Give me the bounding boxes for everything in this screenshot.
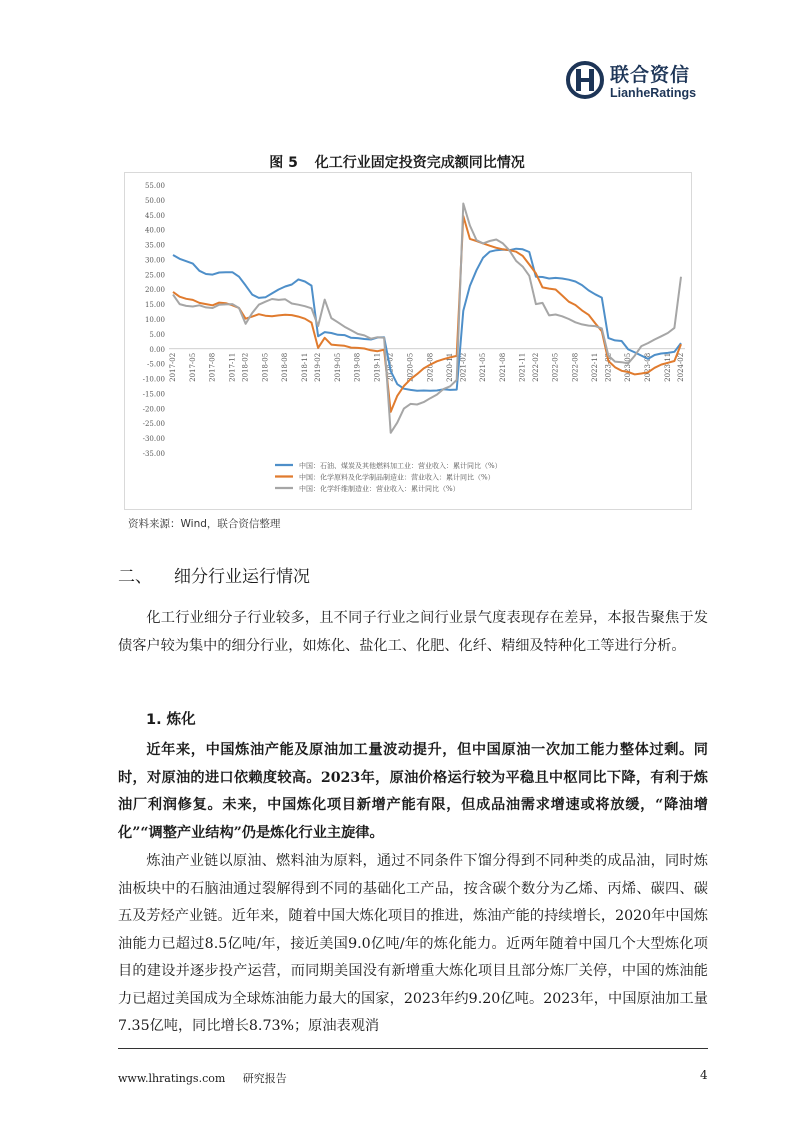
- y-tick-label: -30.00: [142, 435, 165, 444]
- x-tick-label: 2018-11: [300, 352, 309, 382]
- section-number: 二、: [118, 567, 152, 587]
- y-tick-label: 10.00: [144, 316, 165, 324]
- page-number: 4: [700, 1068, 708, 1082]
- company-logo: [566, 58, 716, 108]
- x-tick-label: 2022-08: [571, 352, 580, 382]
- y-tick-label: 50.00: [144, 196, 165, 205]
- y-tick-label: 45.00: [144, 211, 165, 220]
- x-tick-label: 2017-08: [208, 352, 217, 382]
- x-tick-label: 2017-05: [188, 352, 197, 382]
- figure-caption: [0, 152, 794, 172]
- x-tick-label: 2022-02: [531, 352, 540, 382]
- y-tick-label: 40.00: [144, 226, 165, 235]
- y-tick-label: 5.00: [149, 330, 165, 339]
- y-tick-label: -15.00: [142, 390, 165, 399]
- legend-label-2: 中国：化学原料及化学制品制造业：营业收入：累计同比（%）: [299, 473, 495, 482]
- x-tick-label: 2022-05: [551, 352, 560, 382]
- y-tick-label: 55.00: [144, 182, 165, 190]
- x-tick-label: 2019-05: [333, 352, 342, 382]
- figure-title: 化工行业固定投资完成额同比情况: [314, 155, 525, 171]
- logo-english-name: LianheRatings: [610, 86, 697, 100]
- x-tick-label: 2023-02: [604, 352, 613, 382]
- footer-divider: [118, 1048, 708, 1049]
- figure-number: 图 5: [269, 155, 298, 171]
- x-tick-label: 2020-11: [446, 352, 455, 382]
- legend-label-1: 中国：石油、煤炭及其他燃料加工业：营业收入：累计同比（%）: [299, 462, 502, 470]
- footer-website[interactable]: www.lhratings.com: [118, 1072, 226, 1085]
- body-paragraph: 炼油产业链以原油、燃料油为原料，通过不同条件下馏分得到不同种类的成品油，同时炼油板块中的石脑油通过裂解得到不同的基础化工产品，按含碳个数分为乙烯、丙烯、碳四、碳五及芳烃产业链。近年来，随着中国大炼化项目的推进，炼油产能的持续增长，2020年中国炼油能力已超过8.5亿吨/年，接近美国9.0亿吨/年的炼化能力。近两年随着中国几个大型炼化项目的建设并逐步投产运营，而同期美国没有新增重大炼化项目且部分炼厂关停，中国的炼油能力已超过美国成为全球炼油能力最大的国家，2023年约9.20亿吨。2023年，中国原油加工量7.35亿吨，同比增长8.73%；原油表观消: [118, 853, 708, 1034]
- x-tick-label: 2022-11: [591, 352, 600, 382]
- subsection-heading: 1. 炼化: [146, 712, 196, 728]
- x-tick-label: 2018-08: [281, 352, 290, 382]
- y-tick-label: 20.00: [144, 286, 165, 295]
- x-tick-label: 2023-11: [663, 352, 672, 382]
- y-tick-label: 0.00: [149, 345, 165, 354]
- footer-info: [118, 1070, 301, 1086]
- y-tick-label: -25.00: [142, 420, 165, 429]
- x-tick-label: 2018-05: [261, 352, 270, 382]
- y-tick-label: 35.00: [144, 241, 165, 250]
- section-title: 细分行业运行情况: [174, 567, 310, 587]
- x-tick-label: 2020-02: [386, 352, 395, 382]
- y-tick-label: -5.00: [147, 360, 165, 369]
- legend-label-3: 中国：化学纤维制造业：营业收入：累计同比（%）: [299, 485, 460, 493]
- y-tick-label: 30.00: [144, 256, 165, 265]
- y-tick-label: 15.00: [144, 301, 165, 310]
- x-tick-label: 2021-11: [518, 352, 527, 382]
- y-tick-label: -20.00: [142, 405, 165, 414]
- summary-paragraph: 近年来，中国炼油产能及原油加工量波动提升，但中国原油一次加工能力整体过剩。同时，对原油的进口依赖度较高。2023年，原油价格运行较为平稳且中枢同比下降，有利于炼油厂利润修复。未来，中国炼化项目新增产能有限，但成品油需求增速或将放缓，“降油增化”“调整产业结构”仍是炼化行业主旋律。: [118, 742, 708, 841]
- chart-canvas: [125, 173, 691, 509]
- x-tick-label: 2020-08: [426, 352, 435, 382]
- figure-source: 资料来源：Wind，联合资信整理: [128, 518, 281, 530]
- intro-paragraph: 化工行业细分子行业较多，且不同子行业之间行业景气度表现存在差异，本报告聚焦于发债客户较为集中的细分行业，如炼化、盐化工、化肥、化纤、精细及特种化工等进行分析。: [118, 610, 708, 654]
- lianhe-logo-icon: [566, 60, 604, 100]
- y-tick-label: 25.00: [144, 271, 165, 280]
- x-tick-label: 2018-02: [241, 352, 250, 382]
- x-tick-label: 2019-08: [353, 352, 362, 382]
- x-tick-label: 2023-05: [624, 352, 633, 382]
- x-tick-label: 2017-11: [228, 352, 237, 382]
- x-tick-label: 2024-02: [677, 352, 685, 382]
- x-tick-label: 2019-11: [373, 352, 382, 382]
- x-tick-label: 2023-08: [644, 352, 653, 382]
- footer-doc-type: 研究报告: [242, 1072, 287, 1085]
- x-tick-label: 2021-08: [498, 352, 507, 382]
- x-tick-label: 2021-05: [479, 352, 488, 382]
- x-tick-label: 2019-02: [314, 352, 323, 382]
- line-chart: [124, 172, 692, 510]
- x-tick-label: 2021-02: [459, 352, 468, 382]
- x-tick-label: 2017-02: [169, 352, 177, 382]
- y-tick-label: -10.00: [142, 375, 165, 384]
- x-tick-label: 2020-05: [406, 352, 415, 382]
- logo-chinese-name: 联合资信: [610, 64, 691, 86]
- y-tick-label: -35.00: [142, 450, 165, 458]
